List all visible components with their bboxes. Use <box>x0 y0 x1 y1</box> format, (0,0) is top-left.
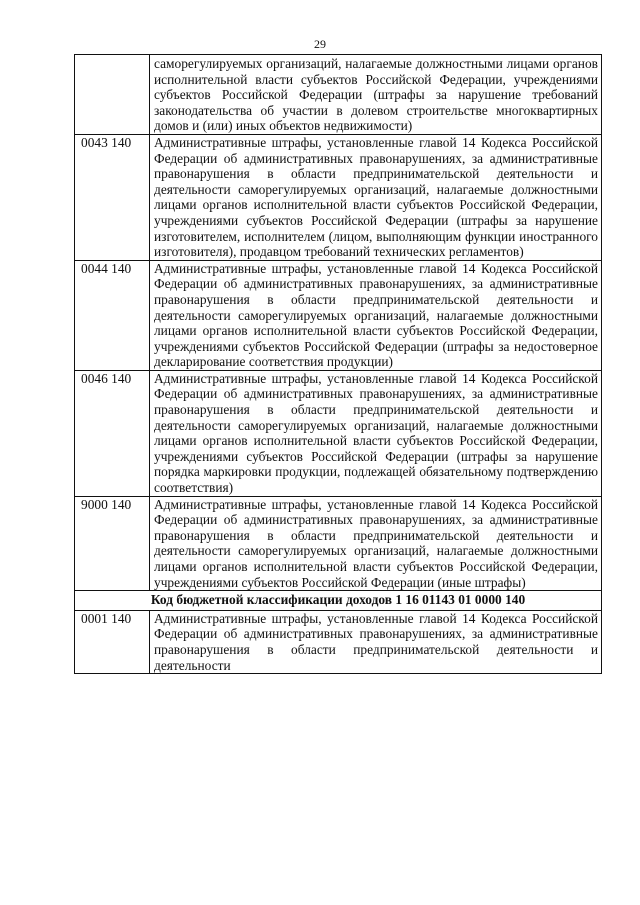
income-code-cell: 0046 140 <box>75 370 150 496</box>
description-cell: Административные штрафы, установленные главой 14 Кодекса Российской Федерации об административных правонарушениях, за административные правонарушения в области предпринимательской деятельности и деятельности саморегулируемых организаций, налагаемые должностными лицами органов исполнительной власти субъектов Российской Федерации, учреждениями субъектов Российской Федерации (иные штрафы) <box>150 496 602 591</box>
section-heading: Код бюджетной классификации доходов 1 16 01143 01 0000 140 <box>75 591 602 611</box>
table-row <box>75 496 602 591</box>
description-cell: Административные штрафы, установленные главой 14 Кодекса Российской Федерации об административных правонарушениях, за административные правонарушения в области предпринимательской деятельности и деятельности саморегулируемых организаций, налагаемые должностными лицами органов исполнительной власти субъектов Российской Федерации, учреждениями субъектов Российской Федерации (штрафы за нарушение изготовителем, исполнителем (лицом, выполняющим функции иностранного изготовителя), продавцом требований технических регламентов) <box>150 134 602 260</box>
table-row <box>75 134 602 260</box>
income-code-cell: 0001 140 <box>75 610 150 673</box>
section-heading-row <box>75 591 602 611</box>
classification-table <box>74 54 602 674</box>
income-code-cell: 9000 140 <box>75 496 150 591</box>
table-row <box>75 610 602 673</box>
description-cell: Административные штрафы, установленные главой 14 Кодекса Российской Федерации об административных правонарушениях, за административные правонарушения в области предпринимательской деятельности и деятельности <box>150 610 602 673</box>
income-code-cell <box>75 55 150 135</box>
income-code-cell: 0044 140 <box>75 260 150 370</box>
page-number: 29 <box>314 37 326 51</box>
table-row <box>75 260 602 370</box>
income-code-cell: 0043 140 <box>75 134 150 260</box>
description-cell: саморегулируемых организаций, налагаемые должностными лицами органов исполнительной власти субъектов Российской Федерации, учреждениями субъектов Российской Федерации (штрафы за нарушение требований законодательства об участии в долевом строительстве многоквартирных домов и (или) иных объектов недвижимости) <box>150 55 602 135</box>
table-row <box>75 55 602 135</box>
table-row <box>75 370 602 496</box>
description-cell: Административные штрафы, установленные главой 14 Кодекса Российской Федерации об административных правонарушениях, за административные правонарушения в области предпринимательской деятельности и деятельности саморегулируемых организаций, налагаемые должностными лицами органов исполнительной власти субъектов Российской Федерации, учреждениями субъектов Российской Федерации (штрафы за недостоверное декларирование соответствия продукции) <box>150 260 602 370</box>
description-cell: Административные штрафы, установленные главой 14 Кодекса Российской Федерации об административных правонарушениях, за административные правонарушения в области предпринимательской деятельности и деятельности саморегулируемых организаций, налагаемые должностными лицами органов исполнительной власти субъектов Российской Федерации, учреждениями субъектов Российской Федерации (штрафы за нарушение порядка маркировки продукции, подлежащей обязательному подтверждению соответствия) <box>150 370 602 496</box>
